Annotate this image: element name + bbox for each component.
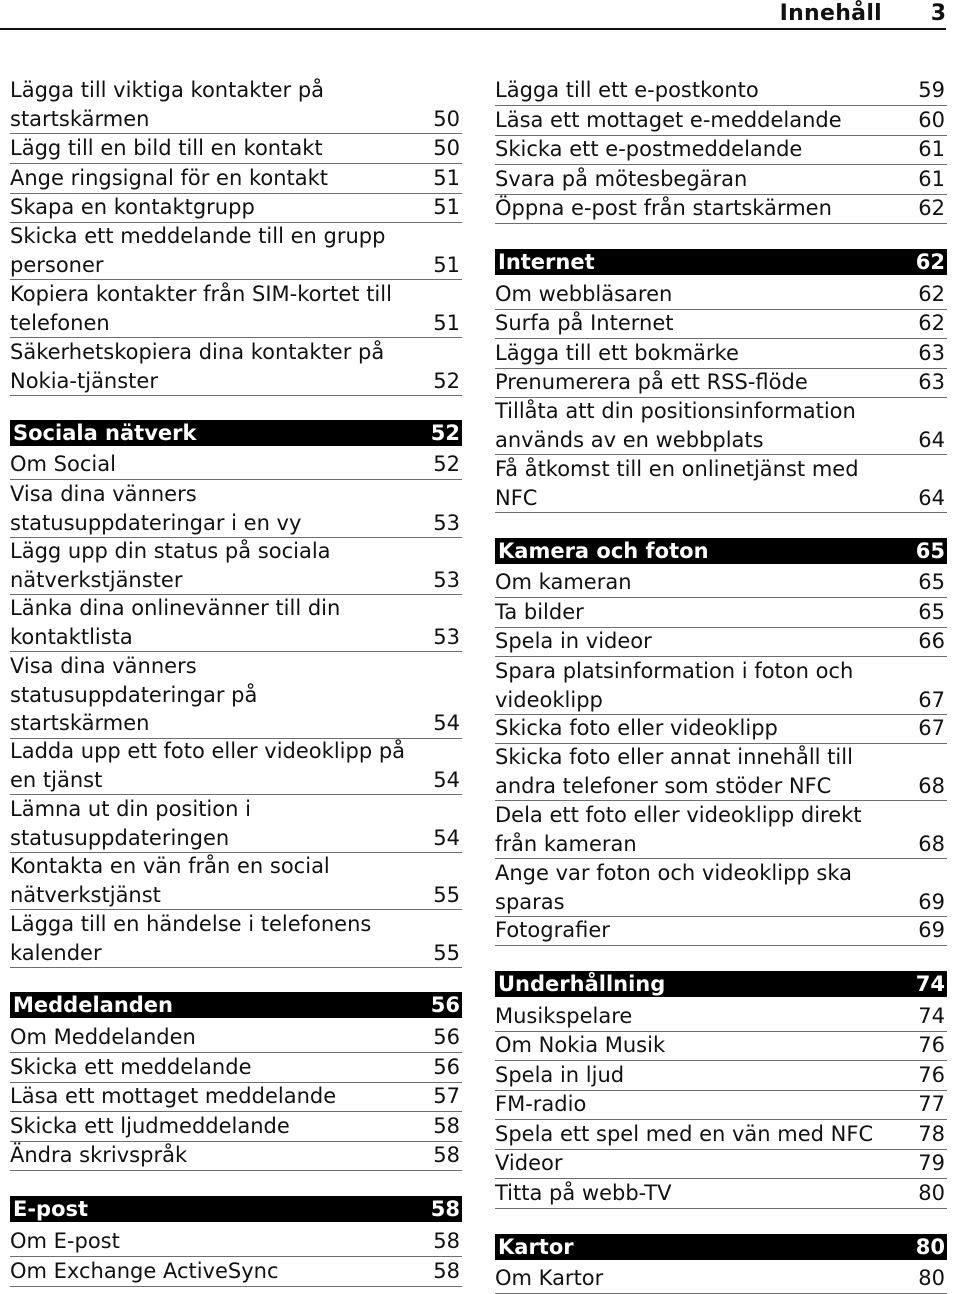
toc-entry[interactable] [10,450,462,480]
toc-entry[interactable] [495,106,947,136]
entry-title: Visa dina vänners statusuppdateringar på startskärmen [10,654,258,735]
entry-page-number: 80 [918,1181,945,1205]
toc-entry[interactable] [495,309,947,339]
entry-page-number: 65 [918,600,945,624]
entry-page-number: 51 [433,252,460,277]
entry-title: Skapa en kontaktgrupp [10,195,255,219]
toc-entry[interactable] [10,1141,462,1171]
entry-page-number: 51 [433,310,460,335]
entry-page-number: 53 [433,510,460,535]
entry-page-number: 67 [918,716,945,740]
toc-entry[interactable] [495,135,947,165]
toc-entry[interactable] [10,193,462,223]
entry-title: Fotografier [495,918,610,942]
toc-entry[interactable] [10,537,462,595]
toc-entry[interactable] [10,338,462,396]
toc-section-header[interactable] [495,971,947,997]
entry-title: FM-radio [495,1092,587,1116]
entry-title: Surfa på Internet [495,311,674,335]
toc-entry[interactable] [495,598,947,628]
toc-entry[interactable] [10,852,462,910]
header-page-number: 3 [930,1,946,26]
entry-page-number: 76 [918,1033,945,1057]
entry-title: Länka dina onlinevänner till din kontaktlista [10,596,341,649]
entry-page-number: 58 [433,1143,460,1167]
toc-entry[interactable] [10,1053,462,1083]
entry-title: Ändra skrivspråk [10,1143,188,1167]
toc-section-header[interactable] [10,992,462,1018]
entry-title: Skicka foto eller videoklipp [495,716,778,740]
toc-section-header[interactable] [10,420,462,446]
entry-page-number: 68 [918,773,945,798]
entry-page-number: 54 [433,767,460,792]
entry-page-number: 53 [433,567,460,592]
entry-page-number: 58 [433,1259,460,1283]
entry-title: Videor [495,1151,563,1175]
header-title: Innehåll [779,1,882,26]
section-page-number: 52 [430,421,460,445]
section-title: Meddelanden [13,993,173,1017]
toc-entry[interactable] [495,714,947,744]
entry-title: Om Kartor [495,1266,604,1290]
entry-title: Om Exchange ActiveSync [10,1259,279,1283]
entry-page-number: 55 [433,940,460,965]
toc-entry[interactable] [495,801,947,859]
entry-page-number: 63 [918,341,945,365]
toc-entry[interactable] [495,397,947,455]
toc-section-header[interactable] [495,538,947,564]
entry-title: Ta bilder [495,600,584,624]
entry-page-number: 51 [433,195,460,219]
section-title: Kamera och foton [498,539,709,563]
entry-title: Spela ett spel med en vän med NFC [495,1122,874,1146]
entry-title: Titta på webb-TV [495,1181,672,1205]
page-header [0,0,946,30]
section-page-number: 65 [915,539,945,563]
toc-entry[interactable] [10,1112,462,1142]
entry-page-number: 69 [918,918,945,942]
toc-entry[interactable] [495,1061,947,1091]
section-title: E-post [13,1197,89,1221]
entry-title: Om webbläsaren [495,282,673,306]
entry-page-number: 56 [433,1025,460,1049]
entry-page-number: 74 [918,1004,945,1028]
toc-entry[interactable] [495,1179,947,1209]
entry-title: Lägg upp din status på sociala nätverkstjänster [10,539,331,592]
entry-page-number: 59 [918,78,945,102]
toc-entry[interactable] [10,134,462,164]
section-title: Sociala nätverk [13,421,197,445]
toc-entry[interactable] [495,859,947,917]
toc-entry[interactable] [10,737,462,795]
entry-page-number: 60 [918,108,945,132]
entry-title: Skicka ett meddelande till en grupp personer [10,224,386,277]
toc-entry[interactable] [10,1257,462,1287]
toc-entry[interactable] [495,1090,947,1120]
section-page-number: 58 [430,1197,460,1221]
entry-page-number: 51 [433,166,460,190]
toc-section-header[interactable] [495,1234,947,1260]
section-page-number: 56 [430,993,460,1017]
toc-entry[interactable] [10,222,462,280]
entry-title: Säkerhetskopiera dina kontakter på Nokia-tjänster [10,340,385,393]
entry-page-number: 69 [918,889,945,914]
toc-entry[interactable] [495,627,947,657]
toc-entry[interactable] [10,164,462,194]
entry-page-number: 52 [433,452,460,476]
entry-title: Tillåta att din positionsinformation används av en webbplats [495,399,856,452]
entry-title: Läsa ett mottaget meddelande [10,1084,337,1108]
toc-entry[interactable] [10,652,462,739]
section-title: Internet [498,250,595,274]
entry-title: Lämna ut din position i statusuppdateringen [10,797,251,850]
toc-entry[interactable] [495,1031,947,1061]
entry-page-number: 62 [918,311,945,335]
entry-title: Kopiera kontakter från SIM-kortet till telefonen [10,282,392,335]
toc-entry[interactable] [495,280,947,310]
toc-section-header[interactable] [495,249,947,275]
toc-section-header[interactable] [10,1196,462,1222]
toc-entry[interactable] [495,1264,947,1294]
entry-title: Visa dina vänners statusuppdateringar i en vy [10,482,302,535]
entry-title: Om E-post [10,1229,120,1253]
toc-entry[interactable] [495,339,947,369]
entry-title: Ange var foton och videoklipp ska sparas [495,861,853,914]
entry-title: Lägga till viktiga kontakter på startskärmen [10,78,325,131]
entry-title: Musikspelare [495,1004,633,1028]
entry-title: Skicka ett ljudmeddelande [10,1114,290,1138]
entry-page-number: 66 [918,629,945,653]
entry-page-number: 63 [918,370,945,394]
entry-title: Skicka foto eller annat innehåll till andra telefoner som stöder NFC [495,745,853,798]
toc-entry[interactable] [10,280,462,338]
toc-entry[interactable] [495,455,947,513]
entry-title: Ladda upp ett foto eller videoklipp på en tjänst [10,739,406,792]
entry-page-number: 62 [918,282,945,306]
entry-title: Om Meddelanden [10,1025,196,1049]
entry-title: Skicka ett meddelande [10,1055,252,1079]
entry-title: Öppna e-post från startskärmen [495,196,832,220]
entry-title: Få åtkomst till en onlinetjänst med NFC [495,457,859,510]
section-page-number: 80 [915,1235,945,1259]
entry-title: Om Social [10,452,116,476]
entry-title: Dela ett foto eller videoklipp direkt från kameran [495,803,862,856]
entry-page-number: 57 [433,1084,460,1108]
entry-page-number: 58 [433,1114,460,1138]
section-title: Kartor [498,1235,574,1259]
toc-entry[interactable] [495,743,947,801]
toc-entry[interactable] [495,1149,947,1179]
toc-entry[interactable] [495,568,947,598]
section-title: Underhållning [498,972,666,996]
entry-page-number: 61 [918,167,945,191]
entry-title: Lägga till ett bokmärke [495,341,739,365]
toc-entry[interactable] [10,594,462,652]
toc-entry[interactable] [495,194,947,224]
entry-page-number: 64 [918,427,945,452]
entry-title: Spela in ljud [495,1063,625,1087]
entry-title: Prenumerera på ett RSS-flöde [495,370,808,394]
entry-title: Om kameran [495,570,632,594]
entry-title: Spela in videor [495,629,652,653]
entry-title: Svara på mötesbegäran [495,167,748,191]
toc-entry[interactable] [10,1082,462,1112]
toc-entry[interactable] [10,480,462,538]
entry-page-number: 54 [433,825,460,850]
toc-entry[interactable] [495,657,947,715]
entry-page-number: 78 [918,1122,945,1146]
entry-page-number: 58 [433,1229,460,1253]
entry-page-number: 67 [918,687,945,712]
toc-entry[interactable] [495,916,947,946]
toc-entry[interactable] [10,1023,462,1053]
entry-title: Lägga till ett e-postkonto [495,78,759,102]
entry-page-number: 65 [918,570,945,594]
section-page-number: 62 [915,250,945,274]
entry-title: Kontakta en vän från en social nätverkstjänst [10,854,330,907]
entry-page-number: 68 [918,831,945,856]
entry-page-number: 77 [918,1092,945,1116]
entry-title: Läsa ett mottaget e-meddelande [495,108,842,132]
toc-entry[interactable] [10,76,462,134]
entry-page-number: 61 [918,137,945,161]
toc-entry[interactable] [10,795,462,853]
toc-entry[interactable] [10,1227,462,1257]
entry-page-number: 52 [433,368,460,393]
entry-title: Lägg till en bild till en kontakt [10,136,323,160]
section-page-number: 74 [915,972,945,996]
toc-entry[interactable] [495,368,947,398]
toc-entry[interactable] [10,910,462,968]
entry-page-number: 62 [918,196,945,220]
toc-entry[interactable] [495,165,947,195]
entry-title: Lägga till en händelse i telefonens kalender [10,912,372,965]
entry-page-number: 50 [433,106,460,131]
entry-page-number: 80 [918,1266,945,1290]
entry-page-number: 76 [918,1063,945,1087]
entry-title: Om Nokia Musik [495,1033,666,1057]
entry-page-number: 64 [918,485,945,510]
entry-page-number: 53 [433,624,460,649]
entry-title: Skicka ett e-postmeddelande [495,137,803,161]
entry-page-number: 55 [433,882,460,907]
entry-page-number: 50 [433,136,460,160]
entry-title: Spara platsinformation i foton och videoklipp [495,659,854,712]
entry-page-number: 56 [433,1055,460,1079]
entry-page-number: 79 [918,1151,945,1175]
toc-entry[interactable] [495,76,947,106]
entry-page-number: 54 [433,711,460,735]
toc-entry[interactable] [495,1120,947,1150]
toc-entry[interactable] [495,1002,947,1032]
entry-title: Ange ringsignal för en kontakt [10,166,329,190]
